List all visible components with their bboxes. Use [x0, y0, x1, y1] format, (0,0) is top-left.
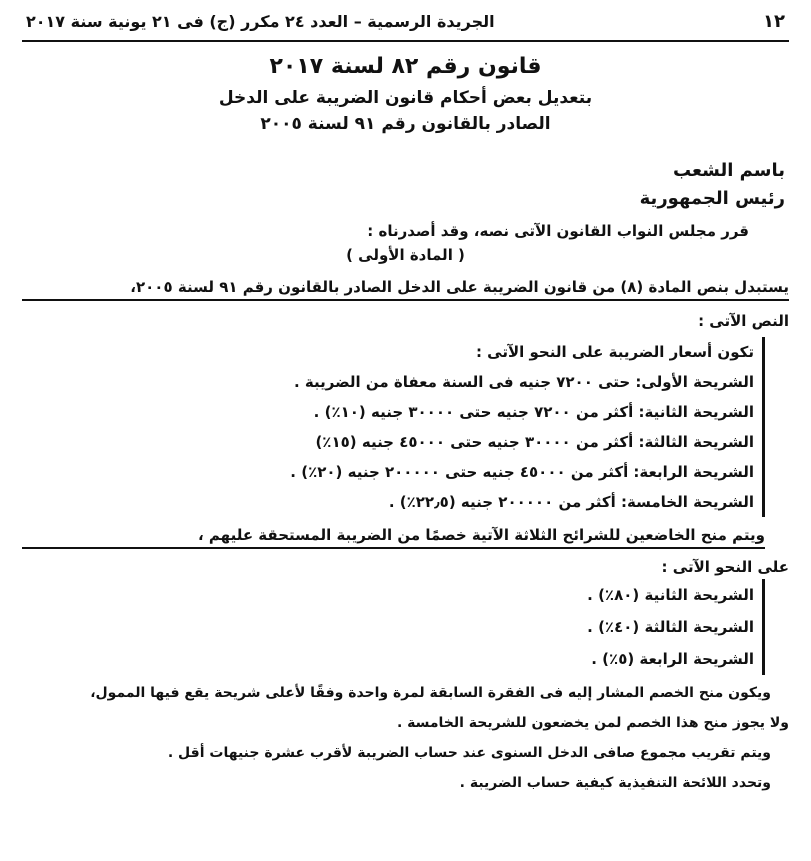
discount-2: الشريحة الثالثة (٤٠٪) .: [587, 618, 754, 636]
bracket-3: الشريحة الثالثة: أكثر من ٣٠٠٠٠ جنيه حتى ٤٥٠٠٠ جنيه (١٥٪): [315, 433, 754, 451]
page-header: [22, 6, 789, 42]
page-number: ١٢: [763, 10, 785, 32]
closing-2: ولا يجوز منح هذا الخصم لمن يخضعون للشريحة الخامسة .: [396, 715, 789, 731]
discount-3: الشريحة الرابعة (٥٪) .: [591, 650, 754, 668]
article-1-heading: ( المادة الأولى ): [346, 246, 465, 264]
decree-line: قرر مجلس النواب القانون الآتى نصه، وقد أصدرناه :: [367, 222, 749, 240]
in-name-of-people: باسم الشعب: [672, 160, 785, 181]
journal-line: الجريدة الرسمية – العدد ٢٤ مكرر (ج) فى ٢١ يونية سنة ٢٠١٧: [26, 11, 495, 31]
law-body: [22, 219, 789, 795]
rates-block: [22, 337, 765, 517]
discount-1: الشريحة الثانية (٨٠٪) .: [587, 586, 754, 604]
bracket-2: الشريحة الثانية: أكثر من ٧٢٠٠ جنيه حتى ٣٠٠٠٠ جنيه (١٠٪) .: [313, 403, 754, 421]
president-label: رئيس الجمهورية: [639, 188, 785, 209]
preamble: [22, 157, 789, 213]
closing-1: ويكون منح الخصم المشار إليه فى الفقرة السابقة لمرة واحدة وفقًا لأعلى شريحة يقع فيها الممول،: [90, 685, 771, 701]
law-title: قانون رقم ٨٢ لسنة ٢٠١٧: [269, 54, 542, 79]
discount-intro: ويتم منح الخاضعين للشرائح الثلاثة الآتية خصمًا من الضريبة المستحقة عليهم ،: [22, 523, 765, 549]
discounts-block: [22, 579, 765, 675]
bracket-4: الشريحة الرابعة: أكثر من ٤٥٠٠٠ جنيه حتى ٢٠٠٠٠٠ جنيه (٢٠٪) .: [290, 463, 754, 481]
title-block: [22, 54, 789, 137]
rates-intro: تكون أسعار الضريبة على النحو الآتى :: [475, 343, 754, 361]
bracket-5: الشريحة الخامسة: أكثر من ٢٠٠٠٠٠ جنيه (٢٢٫٥٪) .: [388, 493, 754, 511]
law-subtitle-2: الصادر بالقانون رقم ٩١ لسنة ٢٠٠٥: [260, 114, 551, 134]
closing-3: ويتم تقريب مجموع صافى الدخل السنوى عند حساب الضريبة لأقرب عشرة جنيهات أقل .: [167, 745, 771, 761]
article-1-intro: يستبدل بنص المادة (٨) من قانون الضريبة على الدخل الصادر بالقانون رقم ٩١ لسنة ٢٠٠٥،: [22, 275, 789, 301]
closing-4: وتحدد اللائحة التنفيذية كيفية حساب الضريبة .: [459, 775, 771, 791]
law-subtitle-1: بتعديل بعض أحكام قانون الضريبة على الدخل: [218, 88, 593, 108]
text-label: النص الآتى :: [698, 312, 789, 330]
bracket-1: الشريحة الأولى: حتى ٧٢٠٠ جنيه فى السنة معفاة من الضريبة .: [294, 373, 754, 391]
discount-label: على النحو الآتى :: [661, 558, 789, 576]
